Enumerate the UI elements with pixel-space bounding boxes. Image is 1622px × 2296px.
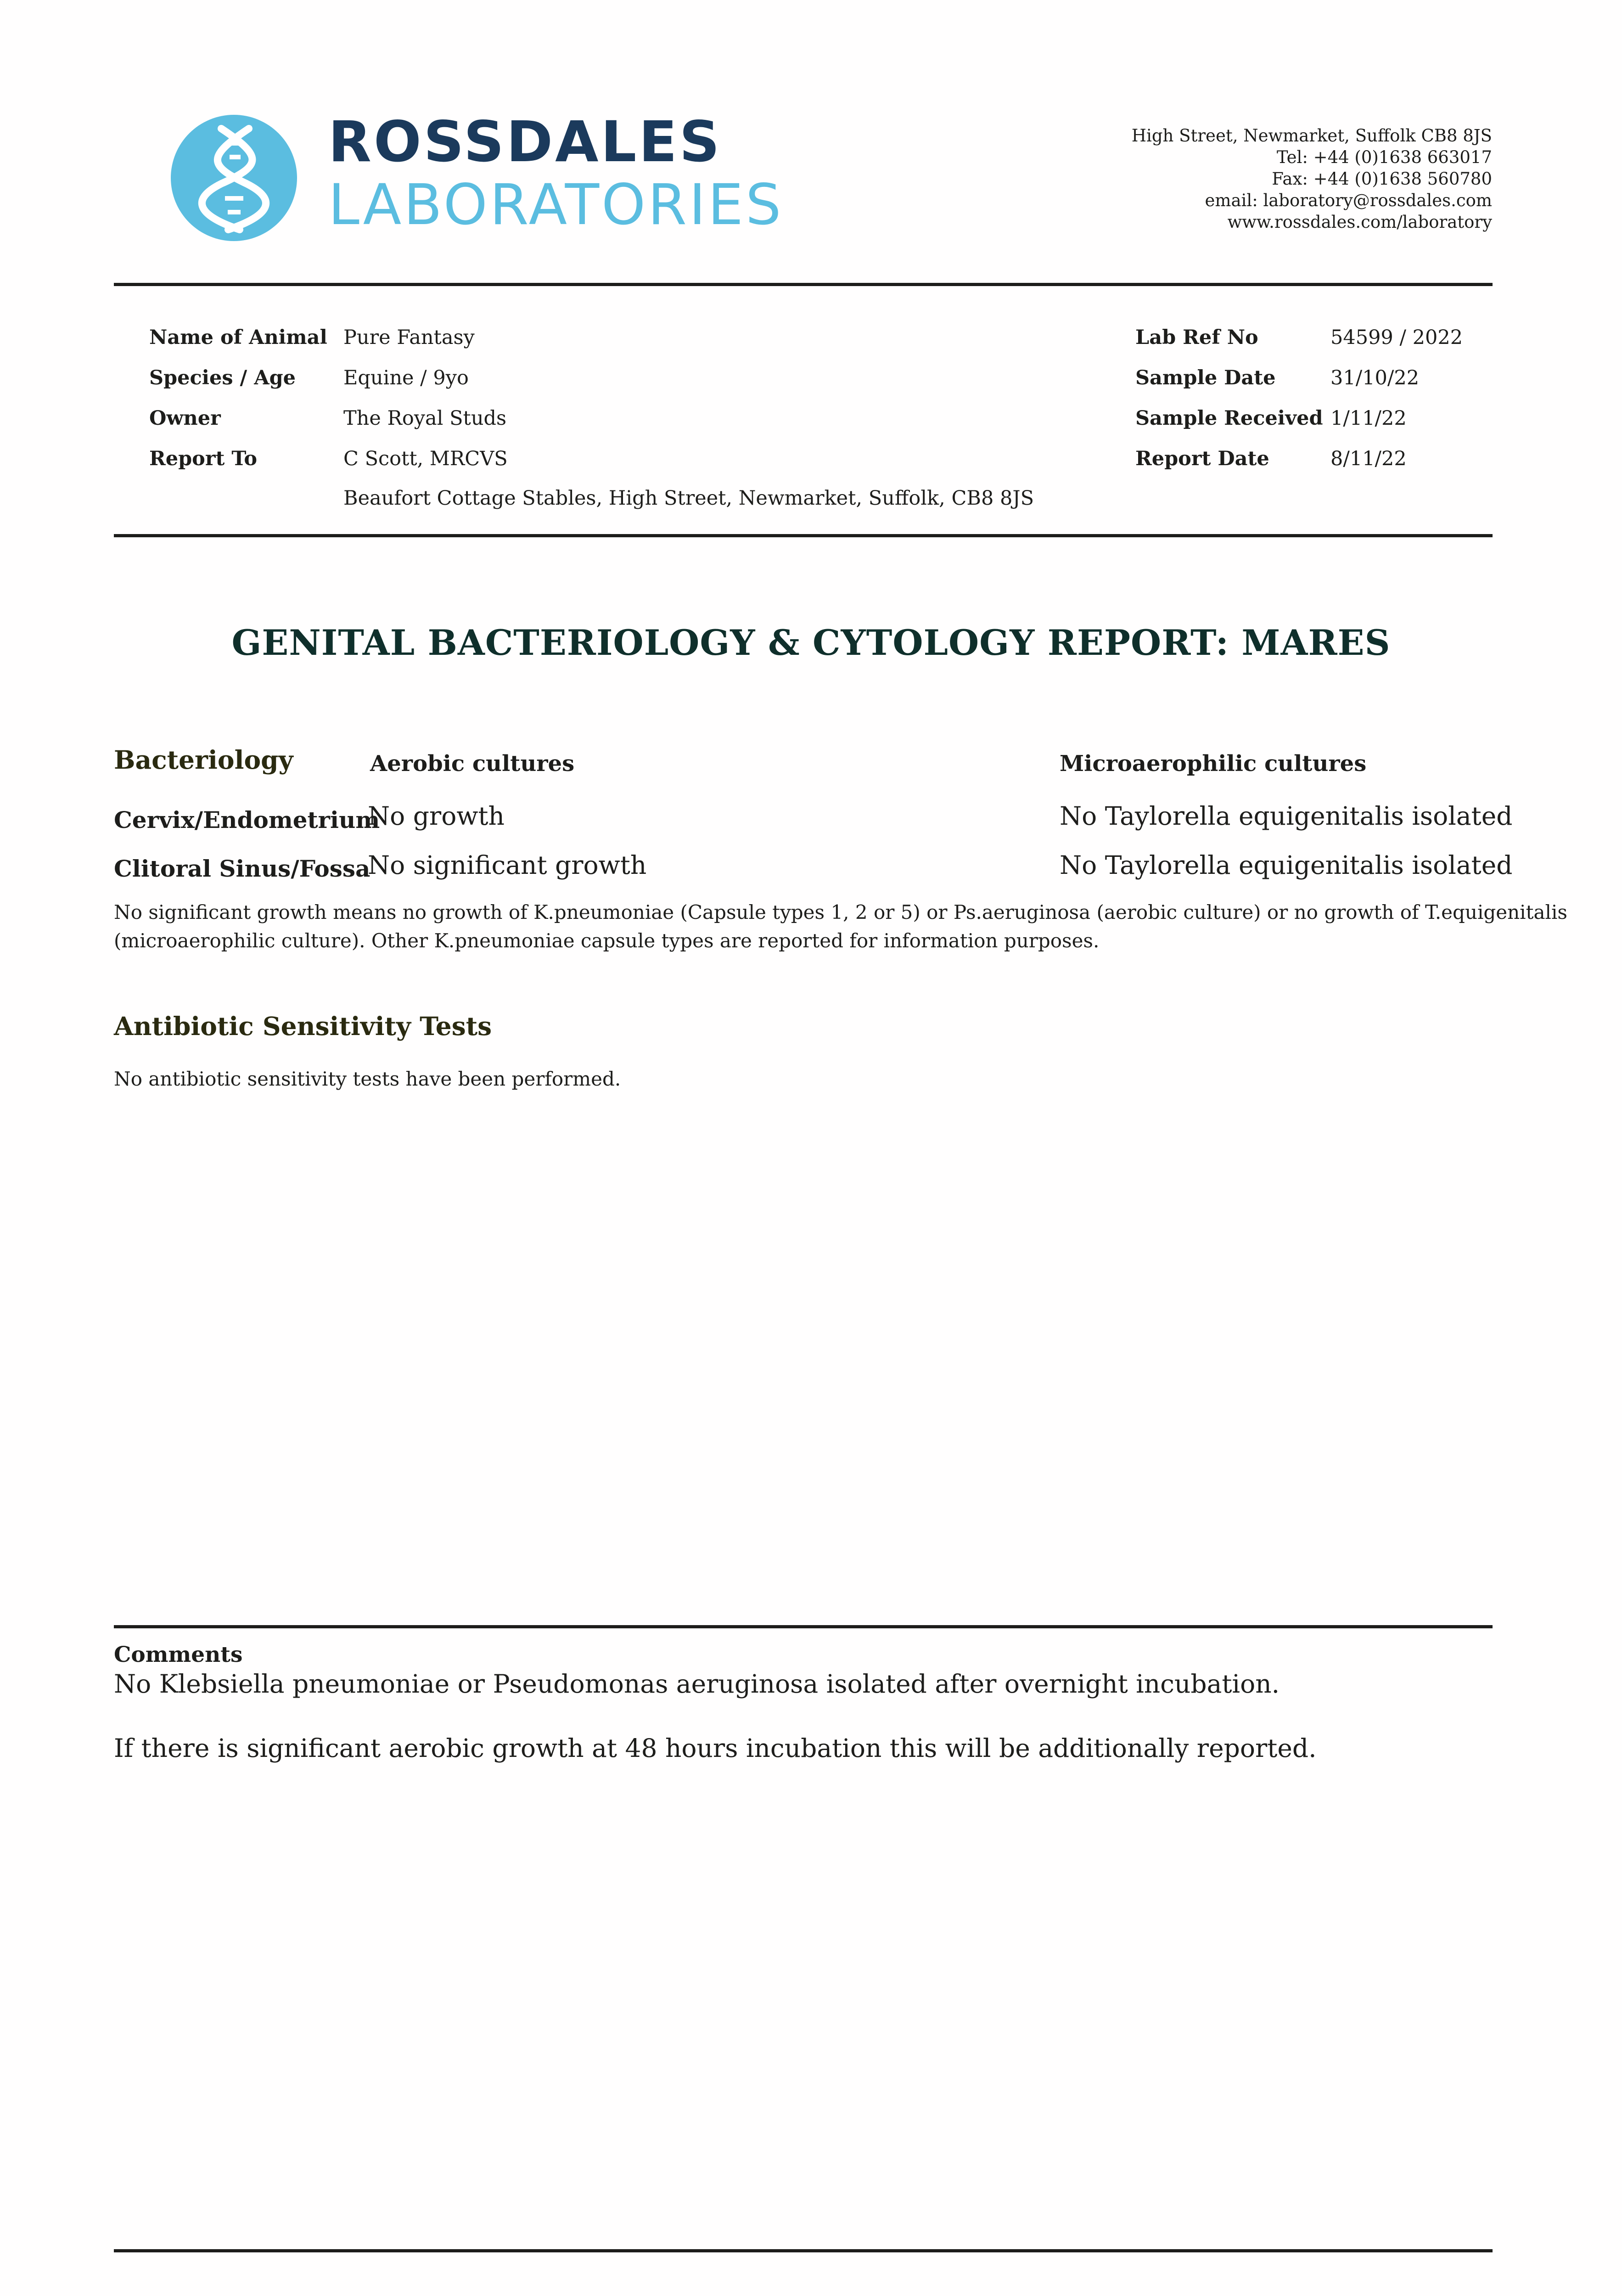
micro-result-clitoral: No Taylorella equigenitalis isolated	[1060, 850, 1513, 880]
contact-tel: Tel: +44 (0)1638 663017	[1276, 147, 1492, 167]
header-divider	[114, 283, 1493, 286]
aerobic-result-clitoral: No significant growth	[368, 850, 647, 880]
sample-date-value: 31/10/22	[1330, 366, 1420, 389]
site-cervix-endometrium: Cervix/Endometrium	[114, 806, 380, 833]
brand-name-line2: LABORATORIES	[328, 172, 784, 237]
contact-address: High Street, Newmarket, Suffolk CB8 8JS	[1131, 126, 1492, 146]
contact-email[interactable]: email: laboratory@rossdales.com	[1205, 191, 1492, 210]
bacteriology-footnote-line1: No significant growth means no growth of K.pneumoniae (Capsule types 1, 2 or 5) or Ps.aeruginosa (aerobic culture) or no growth of T.equigenitalis	[114, 901, 1567, 923]
owner-value: The Royal Studs	[343, 407, 507, 430]
comment-line-1: No Klebsiella pneumoniae or Pseudomonas aeruginosa isolated after overnight incubation.	[114, 1669, 1280, 1699]
comment-line-2: If there is significant aerobic growth at 48 hours incubation this will be additionally reported.	[114, 1733, 1317, 1763]
report-date-value: 8/11/22	[1330, 447, 1407, 470]
report-to-value: C Scott, MRCVS	[343, 447, 508, 470]
sample-date-label: Sample Date	[1135, 366, 1276, 389]
bacteriology-footnote-line2: (microaerophilic culture). Other K.pneumoniae capsule types are reported for information purposes.	[114, 929, 1100, 952]
lab-ref-label: Lab Ref No	[1135, 326, 1258, 349]
footer-divider	[114, 2249, 1493, 2252]
antibiotic-heading: Antibiotic Sensitivity Tests	[114, 1011, 492, 1041]
report-title: GENITAL BACTERIOLOGY & CYTOLOGY REPORT: MARES	[231, 622, 1391, 663]
comments-divider	[114, 1625, 1493, 1628]
report-to-address: Beaufort Cottage Stables, High Street, Newmarket, Suffolk, CB8 8JS	[343, 487, 1034, 510]
antibiotic-text: No antibiotic sensitivity tests have been performed.	[114, 1068, 621, 1090]
aerobic-result-cervix: No growth	[368, 801, 505, 831]
lab-ref-value: 54599 / 2022	[1330, 326, 1463, 349]
brand-name-line1: ROSSDALES	[328, 109, 722, 174]
species-age-label: Species / Age	[149, 366, 296, 389]
contact-website[interactable]: www.rossdales.com/laboratory	[1227, 212, 1492, 232]
contact-fax: Fax: +44 (0)1638 560780	[1272, 169, 1492, 189]
aerobic-cultures-heading: Aerobic cultures	[370, 751, 575, 777]
details-divider	[114, 534, 1493, 537]
sample-received-value: 1/11/22	[1330, 407, 1407, 430]
site-clitoral-sinus-fossa: Clitoral Sinus/Fossa	[114, 855, 370, 882]
contact-block	[1132, 125, 1492, 233]
dna-helix-icon	[171, 115, 297, 241]
dna-helix-graphic	[171, 115, 297, 241]
name-of-animal-label: Name of Animal	[149, 326, 327, 349]
report-date-label: Report Date	[1135, 447, 1269, 470]
name-of-animal-value: Pure Fantasy	[343, 326, 475, 349]
comments-heading: Comments	[114, 1642, 243, 1667]
bacteriology-footnote	[114, 898, 1567, 955]
bacteriology-heading: Bacteriology	[114, 745, 293, 775]
sample-received-label: Sample Received	[1135, 407, 1323, 430]
report-to-label: Report To	[149, 447, 258, 470]
microaerophilic-cultures-heading: Microaerophilic cultures	[1060, 751, 1367, 777]
micro-result-cervix: No Taylorella equigenitalis isolated	[1060, 801, 1513, 831]
owner-label: Owner	[149, 407, 221, 430]
species-age-value: Equine / 9yo	[343, 366, 469, 389]
